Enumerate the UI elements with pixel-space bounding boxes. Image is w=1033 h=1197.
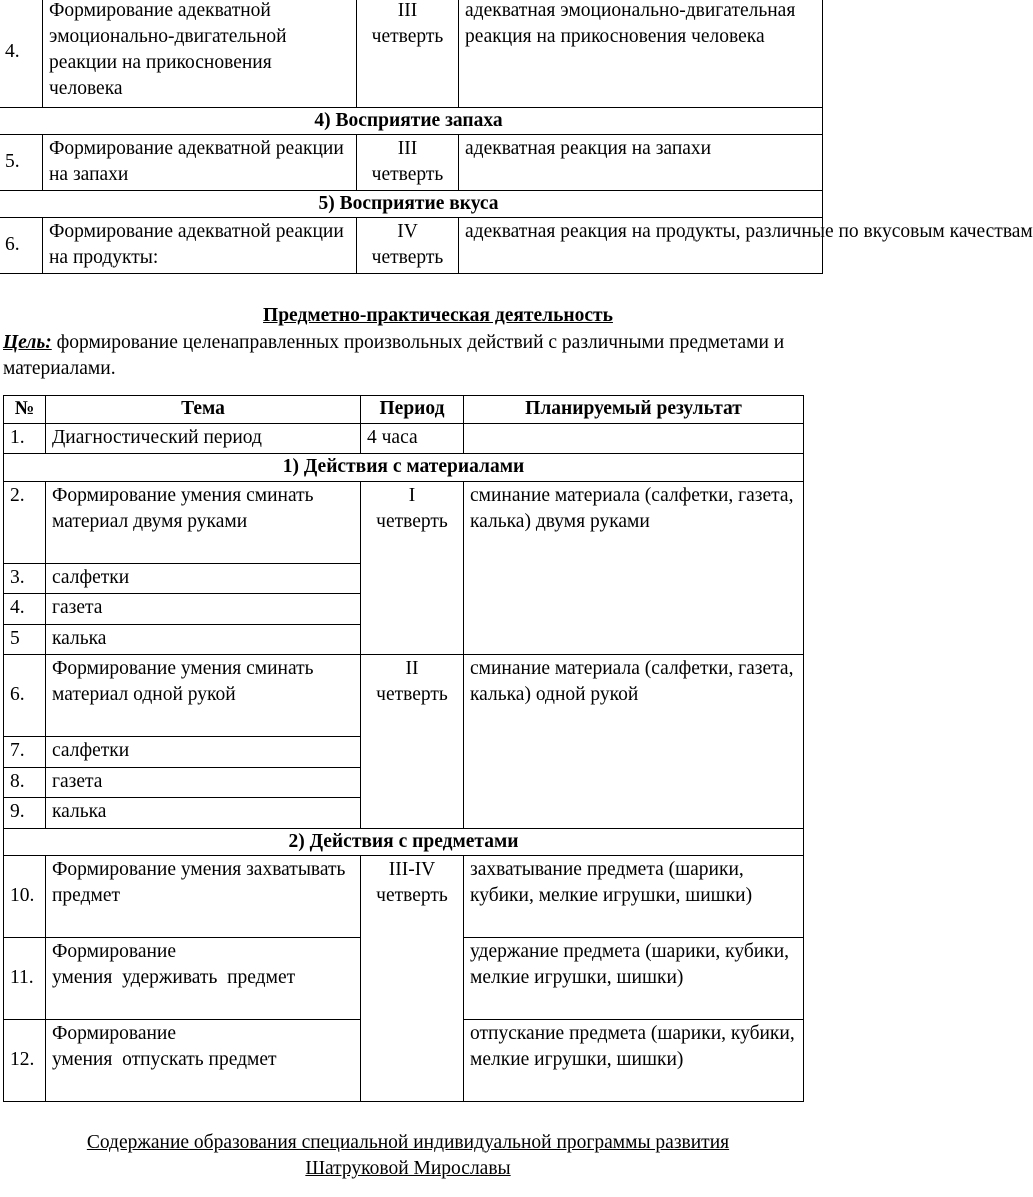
row-result: адекватная реакция на запахи (459, 135, 823, 191)
row-result (464, 424, 804, 454)
row-theme: газета (46, 768, 361, 798)
row-number: 4. (4, 594, 46, 625)
row-number: 2. (4, 482, 46, 564)
table-row (0, 0, 823, 108)
row-result: сминание материала (салфетки, газета, калька) одной рукой (464, 655, 804, 829)
row-period: 4 часа (361, 424, 464, 454)
footer-title (0, 1130, 816, 1182)
row-number: 6. (4, 655, 46, 737)
row-number: 5. (0, 135, 43, 191)
row-number: 3. (4, 564, 46, 594)
header-period: Период (361, 396, 464, 424)
table-row (4, 655, 804, 737)
row-number: 11. (4, 938, 46, 1020)
row-theme: газета (46, 594, 361, 625)
row-theme: Формирование умения удерживать предмет (46, 938, 361, 1020)
row-result: адекватная эмоционально-двигательная реакция на прикосновения человека (459, 0, 823, 108)
row-theme: Формирование адекватной реакции на запахи (43, 135, 357, 191)
row-theme: калька (46, 798, 361, 829)
table-row (4, 856, 804, 938)
header-result: Планируемый результат (464, 396, 804, 424)
row-period: III четверть (357, 0, 459, 108)
section-title: 2) Действия с предметами (4, 829, 804, 856)
header-theme: Тема (46, 396, 361, 424)
table-row (0, 135, 823, 191)
section-title: 1) Действия с материалами (4, 454, 804, 482)
row-number: 8. (4, 768, 46, 798)
row-number: 9. (4, 798, 46, 829)
section-row (0, 108, 823, 135)
row-period: IV четверть (357, 218, 459, 274)
row-theme: салфетки (46, 737, 361, 768)
top-table (0, 0, 1033, 274)
row-number: 5 (4, 625, 46, 655)
section-title: 5) Восприятие вкуса (0, 191, 823, 218)
goal-paragraph (3, 330, 803, 382)
section-row (4, 829, 804, 856)
row-number: 1. (4, 424, 46, 454)
goal-label: Цель: (3, 332, 52, 353)
header-num: № (4, 396, 46, 424)
section-heading: Предметно-практическая деятельность (263, 305, 613, 326)
program-table (3, 395, 804, 1102)
row-theme: Формирование умения захватывать предмет (46, 856, 361, 938)
row-number: 7. (4, 737, 46, 768)
goal-text: формирование целенаправленных произвольных действий с различными предметами и материалами. (3, 332, 785, 379)
footer-line-2: Шатруковой Мирославы (305, 1158, 511, 1179)
row-result: захватывание предмета (шарики, кубики, мелкие игрушки, шишки) (464, 856, 804, 938)
row-number: 10. (4, 856, 46, 938)
row-result: отпускание предмета (шарики, кубики, мелкие игрушки, шишки) (464, 1020, 804, 1102)
row-theme: Диагностический период (46, 424, 361, 454)
row-period: II четверть (361, 655, 464, 829)
row-theme: калька (46, 625, 361, 655)
row-theme: Формирование адекватной реакции на продукты: (43, 218, 357, 274)
row-theme: Формирование адекватной эмоционально-двигательной реакции на прикосновения человека (43, 0, 357, 108)
row-theme: Формирование умения сминать материал одной рукой (46, 655, 361, 737)
row-theme: Формирование умения сминать материал двумя руками (46, 482, 361, 564)
header-row (4, 396, 804, 424)
row-period: I четверть (361, 482, 464, 655)
section-row (0, 191, 823, 218)
table-row (0, 218, 823, 274)
section-title: 4) Восприятие запаха (0, 108, 823, 135)
row-result: адекватная реакция на продукты, различные по вкусовым качествам (459, 218, 823, 274)
row-period: III-IV четверть (361, 856, 464, 1102)
row-theme: салфетки (46, 564, 361, 594)
row-number: 6. (0, 218, 43, 274)
table-row (4, 424, 804, 454)
row-result: сминание материала (салфетки, газета, калька) двумя руками (464, 482, 804, 655)
footer-line-1: Содержание образования специальной индивидуальной программы развития (86, 1132, 730, 1153)
row-theme: Формирование умения отпускать предмет (46, 1020, 361, 1102)
row-period: III четверть (357, 135, 459, 191)
section-row (4, 454, 804, 482)
row-number: 4. (0, 0, 43, 108)
table-row (4, 482, 804, 564)
row-result: удержание предмета (шарики, кубики, мелкие игрушки, шишки) (464, 938, 804, 1020)
row-number: 12. (4, 1020, 46, 1102)
